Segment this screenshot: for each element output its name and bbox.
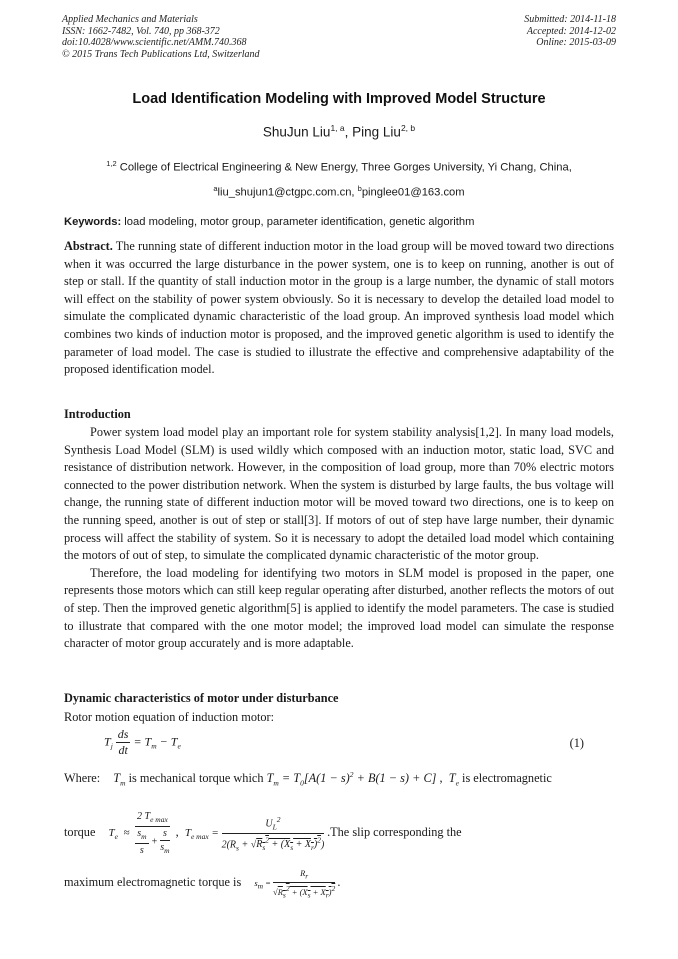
max-torque-text: maximum electromagnetic torque is bbox=[64, 875, 242, 890]
te-symbol: $T_e$ bbox=[448, 771, 459, 788]
slip-text: .The slip corresponding the bbox=[327, 825, 462, 840]
introduction-heading: Introduction bbox=[64, 407, 131, 421]
online-date: Online: 2015-03-09 bbox=[536, 37, 616, 49]
accepted-date: Accepted: 2014-12-02 bbox=[526, 25, 616, 37]
temax-fraction: $\frac{U_L^2}{2(R_s + √R_s^2 + (X_s + X_r)^2)}$ bbox=[221, 814, 325, 853]
journal-header-right bbox=[524, 14, 616, 49]
introduction-paragraph-1: Power system load model play an important role for system stability analysis[1,2]. In many load models, Synthesis Load Model (SLM) is used wildly which composed with an induction motor, static load, SVC and resistance of distribution network. However, in the composition of load group, more than 70% electric motors connected to the power distribution network. When the system is disturbed by large faults, the bus voltage will change, the running state of different induction motor will be moved toward two directions, one is to keep on the running speed, another is out of step or stall[3]. If motors of out of step have large number, their dynamic process will affect the stability of system. So it is necessary to adopt the detailed load model which containing the motors of out of step, to simulate the complicated dynamic characteristic of the motor group. bbox=[64, 425, 614, 563]
journal-issn: ISSN: 1662-7482, Vol. 740, pp 368-372 bbox=[62, 25, 220, 37]
author-separator: , bbox=[344, 124, 353, 140]
where-line: Where: $T_m$ is mechanical torque which $T_m = T_0[A(1 - s)^2 + B(1 - s) + C]$ , $T_e$ is electromagnetic bbox=[64, 770, 552, 788]
rotor-equation-intro: Rotor motion equation of induction motor: bbox=[64, 710, 275, 724]
author-2: Ping Liu bbox=[352, 124, 401, 140]
email-line bbox=[0, 184, 678, 199]
sm-fraction: $\frac{R_r}{√R_s^2 + (X_s + X_r)^2}$ bbox=[273, 868, 336, 900]
abstract-text: The running state of different induction motor in the load group will be moved toward two directions when it was occurred the large disturbance in the power system, one is to keep on running, another is out of step or stall. If the quantity of stall induction motor in the group is a large number, the dynamic of stall motors will effect on the stability of power system obviously. So it is necessary to develop the detailed load model to simulate the complicated dynamic characteristic of the load group. An improved synthesis load model which combines two kinds of induction motor is proposed, and the improved genetic algorithm is used to identify the parameter of load model. The case is studied to illustrate the effective and comprehensive adaptability of the proposed identification model. bbox=[64, 239, 614, 377]
introduction-body bbox=[64, 424, 614, 653]
journal-header-left bbox=[62, 14, 260, 60]
keywords bbox=[64, 216, 616, 228]
author-2-sup: 2, b bbox=[400, 123, 416, 133]
period: . bbox=[337, 875, 341, 890]
email-b-sup: b bbox=[357, 184, 362, 193]
journal-copyright: © 2015 Trans Tech Publications Ltd, Switzerland bbox=[62, 48, 260, 60]
equation-number: (1) bbox=[569, 736, 584, 750]
affiliation bbox=[0, 159, 678, 174]
email-b: pinglee01@163.com bbox=[361, 186, 465, 199]
te-fraction: 2 $T_{e max}$ $\frac{s_m}{s}$ + $\frac{s}{s_m}$ bbox=[137, 811, 170, 856]
tm-formula: $T_m = T_0[A(1 - s)^2 + B(1 - s) + C]$ bbox=[266, 770, 437, 788]
affiliation-sup: 1,2 bbox=[106, 159, 117, 168]
keywords-label: Keywords: bbox=[64, 216, 122, 228]
abstract bbox=[64, 238, 614, 379]
dynamic-heading: Dynamic characteristics of motor under disturbance bbox=[64, 691, 339, 705]
email-a: liu_shujun1@ctgpc.com.cn, bbox=[217, 186, 358, 199]
temax-formula: $T_{e max}$ = $\frac{U_L^2}{2(R_s + √R_s^2 + (X_s + X_r)^2)}$ bbox=[184, 814, 325, 853]
tm-symbol: $T_m$ bbox=[113, 771, 126, 788]
where-mid-text: is mechanical torque which bbox=[125, 771, 267, 786]
max-torque-slip-line bbox=[64, 868, 624, 900]
paper-title: Load Identification Modeling with Improved Model Structure bbox=[132, 91, 546, 107]
journal-doi: doi:10.4028/www.scientific.net/AMM.740.368 bbox=[62, 37, 247, 49]
affiliation-text: College of Electrical Engineering & New Energy, Three Gorges University, Yi Chang, China, bbox=[116, 161, 572, 174]
torque-line: torque $T_e$ ≈ 2 $T_{e max}$ $\frac{s_m}{s}$ + $\frac{s}{s_m}$ , $T_{e max}$ = $\frac{U_L^2}{2(R_s + √R_s^2 + (X_s + X_r)^2)}$ .The slip corresponding the bbox=[64, 811, 462, 856]
author-line bbox=[0, 123, 678, 140]
ds-dt-fraction: $\frac{ds}{dt}$ bbox=[117, 727, 129, 757]
sm-formula: $s_m$ = $\frac{R_r}{√R_s^2 + (X_s + X_r)^2}$ bbox=[254, 868, 336, 900]
journal-name: Applied Mechanics and Materials bbox=[62, 14, 198, 25]
author-1: ShuJun Liu bbox=[262, 124, 331, 140]
where-end-text: is electromagnetic bbox=[458, 771, 552, 786]
te-approx-formula: $T_e$ ≈ 2 $T_{e max}$ $\frac{s_m}{s}$ + $\frac{s}{s_m}$ bbox=[108, 811, 170, 856]
keywords-text: load modeling, motor group, parameter identification, genetic algorithm bbox=[121, 216, 475, 228]
author-1-sup: 1, a bbox=[330, 123, 345, 133]
where-label: Where: bbox=[64, 771, 101, 786]
submitted-date: Submitted: 2014-11-18 bbox=[524, 14, 616, 25]
equation-1: $T_j$ $\frac{ds}{dt}$ = $T_m - T_e$ bbox=[104, 727, 181, 757]
torque-label: torque bbox=[64, 825, 96, 840]
abstract-label: Abstract. bbox=[64, 239, 113, 253]
introduction-paragraph-2: Therefore, the load modeling for identifying two motors in SLM model is proposed in the paper, one represents those motors which can still keep regular operating after disturbed, another reflects the motors of out of step. Then the improved genetic algorithm[5] is applied to identify the model parameters. The case is studied to illustrate that compared with the one motor model; the improved load model can simulate the response character of motor group accurately and is more adaptable. bbox=[64, 565, 614, 651]
email-a-sup: a bbox=[213, 184, 218, 193]
